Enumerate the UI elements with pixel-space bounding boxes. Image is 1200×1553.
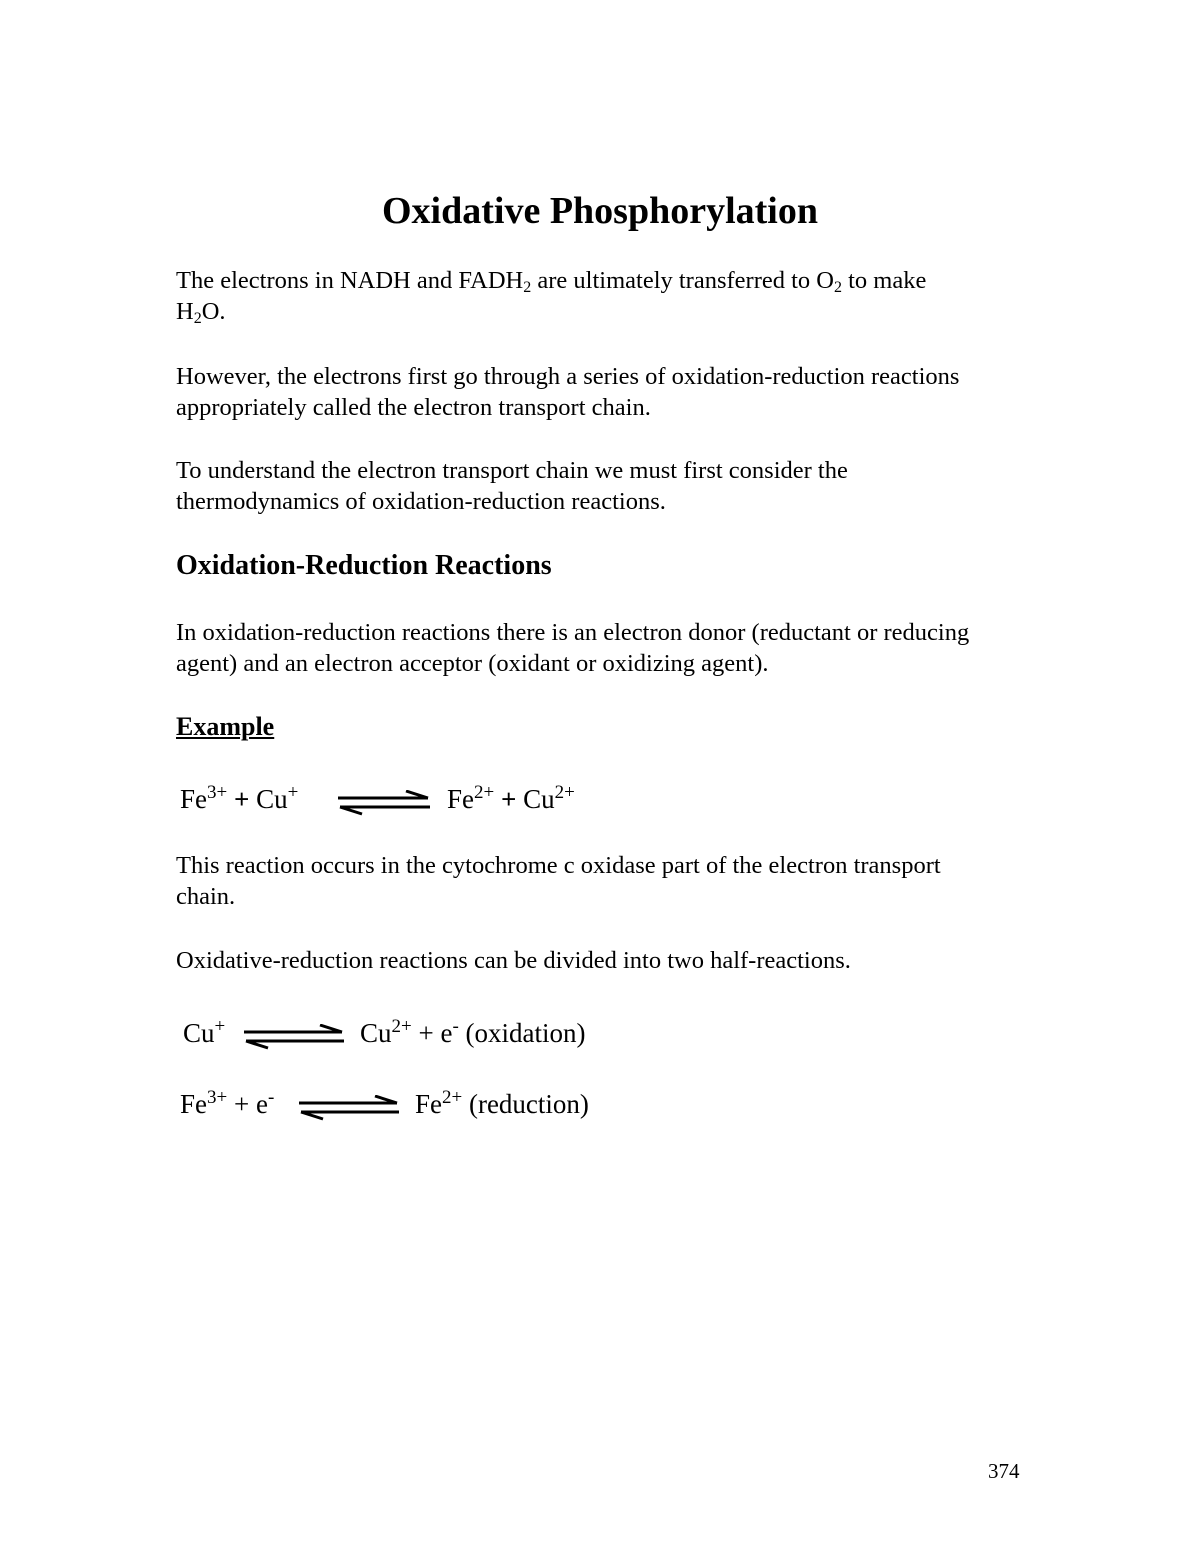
species: Cu (256, 784, 288, 814)
charge: 3+ (207, 782, 228, 803)
intro-text: O. (201, 298, 226, 325)
subscript: 2 (523, 279, 532, 296)
page-title: Oxidative Phosphorylation (382, 190, 818, 232)
example-label: Example (176, 712, 275, 741)
reduction-reactants (180, 1087, 274, 1121)
species: Cu (523, 784, 555, 814)
page-number: 374 (988, 1459, 1020, 1483)
species: Fe (415, 1089, 442, 1119)
species: Fe (180, 784, 207, 814)
intro-paragraph-2: However, the electrons first go through a series of oxidation-reduction reactions appropriately called the electron transport chain. (176, 363, 960, 421)
intro-text: The electrons in NADH and FADH (176, 267, 524, 294)
section-paragraph-1: In oxidation-reduction reactions there is an electron donor (reductant or reducing agent) and an electron acceptor (oxidant or oxidizing agent). (176, 619, 970, 677)
equilibrium-arrow-icon (336, 790, 432, 816)
oxidation-reactant (183, 1016, 225, 1050)
section-heading: Oxidation-Reduction Reactions (176, 550, 552, 581)
section-paragraph-2: This reaction occurs in the cytochrome c oxidase part of the electron transport chain. (176, 852, 941, 910)
species: Fe (180, 1089, 207, 1119)
subscript: 2 (193, 310, 202, 327)
intro-paragraph-1 (176, 265, 1056, 327)
subscript: 2 (833, 279, 842, 296)
oxidation-products (360, 1016, 586, 1050)
charge: - (452, 1016, 459, 1037)
equilibrium-arrow-icon (242, 1024, 346, 1050)
reaction-label: (oxidation) (458, 1018, 586, 1048)
charge: 2+ (442, 1087, 463, 1108)
charge: 2+ (474, 782, 495, 803)
equilibrium-arrow-icon (297, 1095, 401, 1121)
electron: + e (227, 1089, 268, 1119)
charge: 2+ (391, 1016, 412, 1037)
charge: - (267, 1087, 275, 1108)
intro-text: H (176, 298, 194, 325)
reduction-products (415, 1087, 589, 1121)
species: Cu (360, 1018, 392, 1048)
equation-products (447, 782, 575, 816)
intro-text: to make (841, 267, 927, 294)
section-paragraph-3: Oxidative-reduction reactions can be divided into two half-reactions. (176, 947, 851, 974)
charge: 3+ (207, 1087, 228, 1108)
plus-sign: + (500, 784, 517, 814)
plus-sign: + (233, 784, 250, 814)
intro-text: are ultimately transferred to O (531, 267, 834, 294)
charge: + (287, 782, 299, 803)
equation-reactants (180, 782, 298, 816)
electron: + e (411, 1018, 453, 1048)
intro-paragraph-3: To understand the electron transport chain we must first consider the thermodynamics of oxidation-reduction reactions. (176, 457, 848, 515)
species: Cu (183, 1018, 215, 1048)
reaction-label: (reduction) (462, 1089, 589, 1119)
species: Fe (447, 784, 474, 814)
charge: 2+ (554, 782, 575, 803)
charge: + (214, 1016, 226, 1037)
